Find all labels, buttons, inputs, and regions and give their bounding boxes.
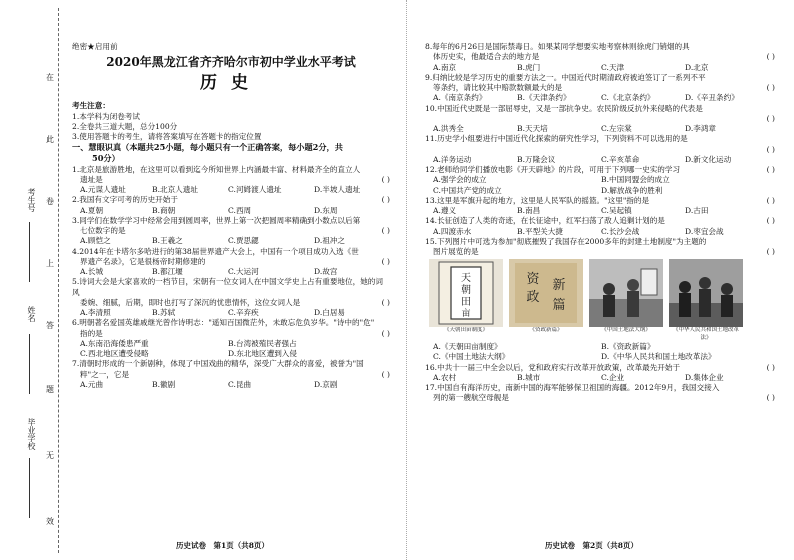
option: B.天天培	[517, 124, 548, 133]
question-text: 13.这里是军旗升起的地方，这里是人民军队的摇篮。"这里"指的是	[425, 195, 650, 205]
page-fold	[406, 0, 407, 560]
svg-text:政: 政	[526, 290, 540, 306]
page-footer-2: 历史试卷 第2页（共8页）	[545, 541, 638, 550]
answer-paren: ( )	[381, 174, 390, 184]
question-6-cont	[72, 329, 390, 339]
page-2	[425, 42, 775, 404]
question-3-cont	[72, 226, 390, 236]
option: C.左宗棠	[601, 124, 632, 133]
option: C.昆曲	[228, 379, 252, 389]
historical-photo	[669, 259, 743, 327]
option: D.祖冲之	[314, 236, 346, 246]
option: C.天津	[601, 62, 625, 72]
question-11: 11.历史学小组要进行中国近代化探索的研究性学习，下列资料不可以选用的是	[425, 134, 688, 144]
question-4: 4.2014年在卡塔尔多哈进行的第38届世界遗产大会上，中国有一个项目成功入选《世	[72, 246, 359, 256]
option: D.《辛丑条约》	[685, 93, 739, 103]
option: C.西北地区遭受侵略	[80, 349, 149, 358]
note-item: 1.本学科为闭卷考试	[72, 111, 140, 121]
option: C.贾思勰	[228, 236, 259, 246]
option: D.古田	[685, 206, 709, 215]
option: C.企业	[601, 372, 625, 382]
option: C.中国共产党的成立	[433, 185, 502, 195]
question-10: 10.中国近代史既是一部屈辱史，又是一部抗争史。农民阶级反抗外来侵略的代表是	[425, 103, 703, 113]
section-heading-cont: 50分）	[92, 153, 120, 164]
question-3: 3.同学们在数学学习中经常会用到圆周率，世界上第一次把圆周率精确到小数点以后第	[72, 215, 361, 225]
question-4-cont	[72, 257, 390, 267]
question-6-options	[72, 339, 390, 349]
option: A.南京	[433, 62, 457, 72]
question-text: 粹"之一，它是	[80, 369, 130, 379]
question-12	[425, 165, 775, 175]
answer-paren: ( )	[766, 144, 775, 154]
question-15-cont	[425, 247, 775, 257]
option: B.商朝	[152, 205, 176, 215]
question-15-images	[429, 259, 775, 327]
svg-text:新: 新	[552, 278, 566, 294]
option: B.虎门	[517, 62, 541, 72]
seal-char: 效	[46, 517, 54, 526]
option: A.元谋人遗址	[80, 185, 126, 194]
question-15-options	[425, 342, 775, 352]
option: D.李鸿章	[685, 124, 717, 133]
answer-paren: ( )	[766, 195, 775, 205]
question-text: 委婉、细腻，后期，即时也打写了深沉的忧患情怀，这位女词人是	[80, 297, 301, 307]
book-cover-image	[429, 259, 503, 327]
seal-char: 答	[46, 321, 54, 330]
image-caption: 《天朝田亩制度》	[443, 327, 488, 334]
question-3-options	[72, 236, 390, 246]
question-text: 图片展览的是	[433, 247, 479, 256]
question-text: 14.长征创造了人类的奇迹，在长征途中，红军扫荡了敌人追剿计划的是	[425, 216, 665, 226]
option: B.南昌	[517, 206, 541, 215]
option: A.四渡赤水	[433, 226, 472, 236]
svg-text:田: 田	[461, 297, 471, 309]
seal-char: 上	[46, 259, 54, 268]
question-7: 7.清朝时形成的一个新剧种，体现了中国戏曲的精华，深受广大群众的喜爱，被誉为"国	[72, 359, 364, 369]
question-text: 等条约，请比较其中赔款数额最大的是	[433, 83, 563, 92]
option: B.中国同盟会的成立	[601, 175, 670, 185]
question-text: 12.老师给同学们播放电影《开天辟地》的片段，可用于下列哪一史实的学习	[425, 165, 681, 174]
question-13-options	[425, 206, 775, 216]
question-1: 1.北京是旅游胜地，在这里可以看到迄今所知世界上内涵最丰富、材料最齐全的直立人	[72, 164, 361, 174]
option: C.辛弃疾	[228, 308, 259, 317]
question-6-options-2	[72, 349, 390, 359]
page-footer-1: 历史试卷 第1页（共8页）	[176, 541, 269, 550]
question-15: 15.下列图片中可选为参加"彻底摧毁了我国存在2000多年的封建土地制度"为主题的	[425, 236, 707, 246]
question-text: 七位数字的是	[80, 226, 126, 235]
option: A.《天朝田亩制度》	[433, 342, 502, 352]
document-page-image	[509, 259, 583, 327]
question-5-options	[72, 308, 390, 318]
svg-text:朝: 朝	[461, 285, 471, 297]
question-5: 5.诗词大会是大家喜欢的一档节目，宋朝有一位女词人在中国文学史上占有重要地位，她的词风	[72, 277, 383, 297]
svg-text:资: 资	[526, 272, 540, 288]
option: D.京剧	[314, 379, 338, 389]
answer-paren: ( )	[381, 226, 390, 235]
answer-paren: ( )	[766, 362, 775, 372]
question-4-options	[72, 267, 390, 277]
option: B.北京人遗址	[152, 185, 198, 194]
question-8-cont	[425, 52, 775, 62]
option: D.东周	[314, 205, 338, 215]
note-item: 3.使用答题卡的考生，请将答案填写在答题卡的指定位置	[72, 132, 262, 142]
question-text: 遗址是	[80, 174, 103, 184]
question-text: 16.中共十一届三中全会以后，党和政府实行改革开放政策，改革最先开始于	[425, 362, 681, 372]
option: C.辛亥革命	[601, 154, 640, 164]
option: B.万隆会议	[517, 154, 556, 164]
option: B.城市	[517, 372, 541, 382]
seal-char: 此	[46, 135, 54, 144]
option: D.白居易	[314, 308, 346, 317]
question-17-cont	[425, 393, 775, 403]
question-7-cont	[72, 370, 390, 380]
option: A.东南沿海倭患严重	[80, 338, 149, 348]
option: A.李清照	[80, 308, 111, 317]
notes-heading: 考生注意：	[72, 101, 110, 111]
question-13	[425, 196, 775, 206]
question-14-options	[425, 227, 775, 237]
question-2	[72, 195, 390, 205]
seal-line	[58, 8, 59, 553]
option: C.吴起镇	[601, 206, 632, 215]
answer-paren: ( )	[381, 195, 390, 205]
option: D.《中华人民共和国土地改革法》	[601, 352, 716, 362]
question-text: 界遗产名录》，它是很杨帝时期修建的	[80, 256, 206, 266]
answer-paren: ( )	[381, 297, 390, 307]
question-11-options	[425, 155, 775, 165]
question-17: 17.中国自有海洋历史，南新中国的海军能够保卫祖国的海疆。2012年9月，我国交接入	[425, 383, 720, 393]
option: D.新文化运动	[685, 154, 732, 164]
option: C.《中国土地法大纲》	[433, 352, 510, 362]
question-text: 指的是	[80, 328, 103, 338]
option: D.枣宜会战	[685, 226, 724, 236]
page-1	[72, 0, 390, 390]
image-caption: 《中华人民共和国土地改革法》	[672, 327, 739, 341]
school-line	[29, 458, 30, 518]
option: B.苏轼	[152, 308, 176, 317]
option: C.大运河	[228, 267, 259, 276]
question-1-options	[72, 185, 390, 195]
name-label: 姓名	[27, 306, 36, 322]
question-12-options	[425, 175, 775, 185]
question-8: 8.每年的6月26日是国际禁毒日。如果某同学想要实地考察林则徐虎门销烟的具	[425, 42, 690, 51]
question-12-options-2	[425, 186, 775, 196]
option: D.半坡人遗址	[314, 185, 361, 194]
option: D.集体企业	[685, 372, 724, 382]
question-11-paren-row	[425, 145, 775, 155]
answer-paren: ( )	[766, 393, 775, 403]
seal-char: 无	[46, 451, 54, 460]
name-line	[29, 334, 30, 394]
question-7-options	[72, 380, 390, 390]
question-text: 2.我国有文字可考的历史开始于	[72, 195, 178, 205]
option: A.顾恺之	[80, 236, 111, 246]
option: A.强学会的成立	[433, 175, 487, 185]
question-2-options	[72, 206, 390, 216]
exam-number-line	[29, 222, 30, 282]
option: D.东北地区遭到入侵	[228, 349, 297, 358]
option: B.都江堰	[152, 267, 183, 276]
question-15-options-2	[425, 352, 775, 362]
image-caption: 《资政新篇》	[529, 327, 563, 334]
binding-margin	[0, 0, 64, 560]
image-caption: 《中国土地法大纲》	[601, 327, 651, 334]
answer-paren: ( )	[766, 247, 775, 256]
answer-paren: ( )	[766, 113, 775, 123]
option: A.遵义	[433, 206, 457, 215]
school-label: 毕业学校	[27, 418, 36, 450]
question-5-cont	[72, 298, 390, 308]
option: A.《南京条约》	[433, 93, 487, 103]
option: D.解放战争的胜利	[601, 185, 663, 195]
question-9-cont	[425, 83, 775, 93]
svg-text:篇: 篇	[552, 298, 566, 314]
exam-number-label: 考生号	[27, 188, 36, 212]
question-9: 9.归纳比较是学习历史的重要方法之一。中国近代时期清政府被迫签订了一系列不平	[425, 72, 706, 82]
question-1-cont	[72, 175, 390, 185]
question-6: 6.明朝著名爱国英雄戚继光曾作诗明志："遥知百国微茫外，未敢忘危负岁华。"诗中的"危"	[72, 318, 375, 328]
note-item: 2.全卷共三道大题，总分100分	[72, 121, 178, 131]
question-10-options	[425, 124, 775, 134]
historical-photo	[589, 259, 663, 327]
subject-title: 历史	[200, 73, 262, 94]
exam-title: 2020年黑龙江省齐齐哈尔市初中学业水平考试	[106, 55, 356, 70]
option: B.台湾被殖民者强占	[228, 338, 297, 348]
svg-text:天: 天	[461, 273, 471, 285]
seal-char: 卷	[46, 197, 54, 206]
option: B.平型关大捷	[517, 226, 563, 236]
option: C.长沙会战	[601, 226, 640, 236]
question-10-paren-row	[425, 114, 775, 124]
svg-text:亩: 亩	[461, 309, 471, 320]
answer-paren: ( )	[766, 165, 775, 174]
question-16	[425, 363, 775, 373]
option: A.长城	[80, 267, 104, 276]
answer-paren: ( )	[766, 216, 775, 226]
answer-paren: ( )	[381, 256, 390, 266]
question-9-options	[425, 93, 775, 103]
question-text: 体历史实，他最适合去的地方是	[433, 52, 540, 62]
option: C.河姆渡人遗址	[228, 185, 282, 194]
option: A.农村	[433, 372, 457, 382]
seal-char: 题	[46, 385, 54, 394]
option: A.洋务运动	[433, 154, 472, 164]
question-8-options	[425, 63, 775, 73]
question-16-options	[425, 373, 775, 383]
seal-char: 在	[46, 73, 54, 82]
option: B.《天津条约》	[517, 93, 571, 103]
option: B.《资政新篇》	[601, 342, 655, 352]
secret-mark: 绝密★启用前	[72, 42, 118, 51]
question-14	[425, 216, 775, 226]
option: B.王羲之	[152, 236, 183, 246]
question-text: 列的第一艘航空母舰是	[433, 393, 509, 403]
option: C.西周	[228, 205, 252, 215]
option: D.故宫	[314, 267, 338, 276]
option: A.夏朝	[80, 205, 104, 215]
answer-paren: ( )	[766, 52, 775, 62]
answer-paren: ( )	[766, 83, 775, 92]
option: C.《北京条约》	[601, 93, 655, 103]
option: B.徽剧	[152, 379, 176, 389]
question-15-captions	[429, 327, 775, 342]
option: A.元曲	[80, 379, 104, 389]
option: A.洪秀全	[433, 124, 464, 133]
answer-paren: ( )	[381, 328, 390, 338]
section-heading: 一、慧眼识真（本题共25小题，每小题只有一个正确答案，每小题2分，共	[72, 142, 343, 153]
answer-paren: ( )	[381, 369, 390, 379]
option: D.北京	[685, 62, 709, 72]
